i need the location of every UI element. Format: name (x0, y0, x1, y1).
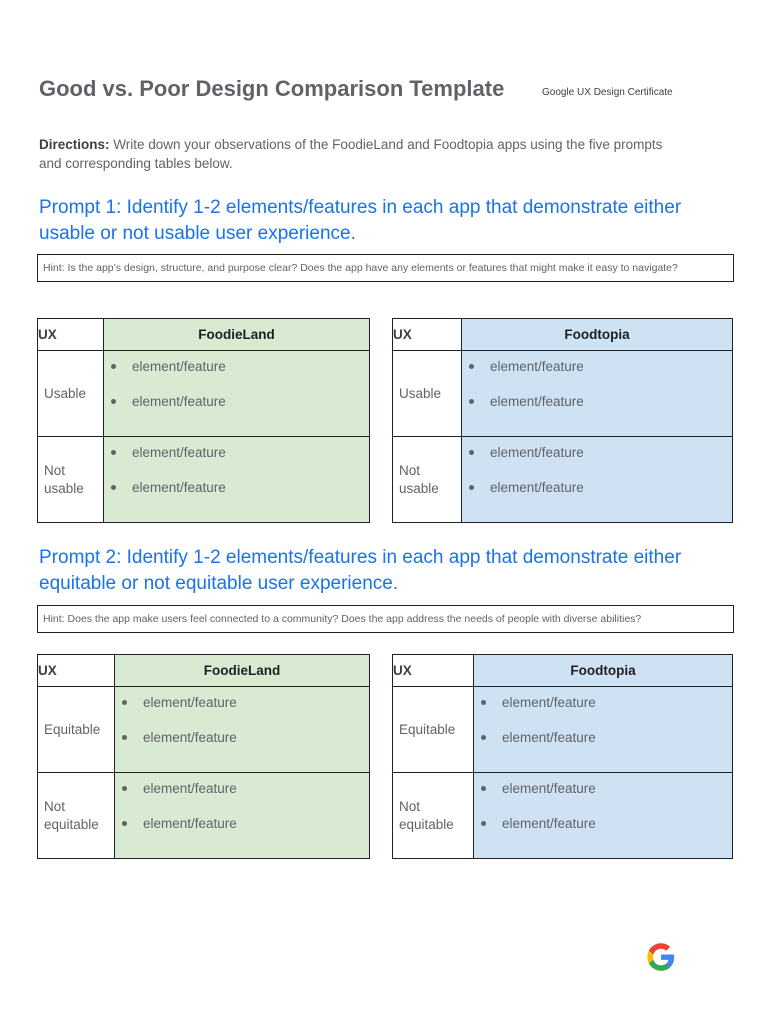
list-item: element/feature (502, 780, 732, 815)
directions-text: Write down your observations of the FoodieLand and Foodtopia apps using the five prompts and corresponding tables below. (39, 137, 663, 171)
table-row (38, 351, 370, 437)
row-label: Usable (38, 351, 104, 437)
app-column-header: FoodieLand (115, 655, 370, 687)
ux-column-header: UX (393, 655, 474, 687)
table-row (38, 437, 370, 523)
table-header-row (38, 655, 370, 687)
app-column-header: Foodtopia (462, 319, 733, 351)
feature-cell[interactable] (104, 437, 370, 523)
list-item: element/feature (132, 393, 369, 428)
list-item: element/feature (143, 780, 369, 815)
list-item: element/feature (490, 393, 732, 428)
prompt-1-hint: Hint: Is the app’s design, structure, and purpose clear? Does the app have any elements or features that might make it easy to navigate? (37, 254, 734, 282)
row-label: Not usable (38, 437, 104, 523)
list-item: element/feature (132, 444, 369, 479)
app-column-header: Foodtopia (474, 655, 733, 687)
table-header-row (38, 319, 370, 351)
list-item: element/feature (132, 479, 369, 514)
feature-cell[interactable] (104, 351, 370, 437)
table-row (393, 773, 733, 859)
list-item: element/feature (143, 815, 369, 850)
directions-label: Directions: (39, 137, 110, 152)
list-item: element/feature (143, 694, 369, 729)
prompt-2-title: Prompt 2: Identify 1-2 elements/features in each app that demonstrate either equitable or not equitable user experience. (39, 547, 682, 594)
row-label: Not equitable (393, 773, 474, 859)
document-title: Good vs. Poor Design Comparison Template (39, 76, 505, 101)
ux-column-header: UX (38, 319, 104, 351)
row-label: Equitable (38, 687, 115, 773)
prompt-2-foodtopia-table (392, 654, 733, 859)
ux-column-header: UX (393, 319, 462, 351)
list-item: element/feature (132, 358, 369, 393)
table-header-row (393, 319, 733, 351)
feature-cell[interactable] (462, 351, 733, 437)
feature-cell[interactable] (474, 773, 733, 859)
feature-cell[interactable] (462, 437, 733, 523)
table-row (393, 437, 733, 523)
directions (39, 135, 679, 173)
feature-cell[interactable] (115, 687, 370, 773)
row-label: Not equitable (38, 773, 115, 859)
table-row (393, 687, 733, 773)
row-label: Equitable (393, 687, 474, 773)
ux-column-header: UX (38, 655, 115, 687)
prompt-2-foodieland-table (37, 654, 370, 859)
prompt-2-hint: Hint: Does the app make users feel connected to a community? Does the app address the needs of people with diverse abilities? (37, 605, 734, 633)
google-g-logo-icon (646, 942, 676, 972)
row-label: Not usable (393, 437, 462, 523)
table-row (38, 687, 370, 773)
table-row (393, 351, 733, 437)
feature-cell[interactable] (115, 773, 370, 859)
table-row (38, 773, 370, 859)
list-item: element/feature (502, 815, 732, 850)
list-item: element/feature (143, 729, 369, 764)
row-label: Usable (393, 351, 462, 437)
list-item: element/feature (502, 694, 732, 729)
table-header-row (393, 655, 733, 687)
list-item: element/feature (490, 358, 732, 393)
prompt-1-title: Prompt 1: Identify 1-2 elements/features in each app that demonstrate either usable or not usable user experience. (39, 197, 682, 244)
list-item: element/feature (502, 729, 732, 764)
document-subtitle: Google UX Design Certificate (542, 87, 673, 98)
document-header (39, 74, 739, 106)
list-item: element/feature (490, 444, 732, 479)
prompt-1-foodtopia-table (392, 318, 733, 523)
feature-cell[interactable] (474, 687, 733, 773)
app-column-header: FoodieLand (104, 319, 370, 351)
prompt-1-foodieland-table (37, 318, 370, 523)
list-item: element/feature (490, 479, 732, 514)
